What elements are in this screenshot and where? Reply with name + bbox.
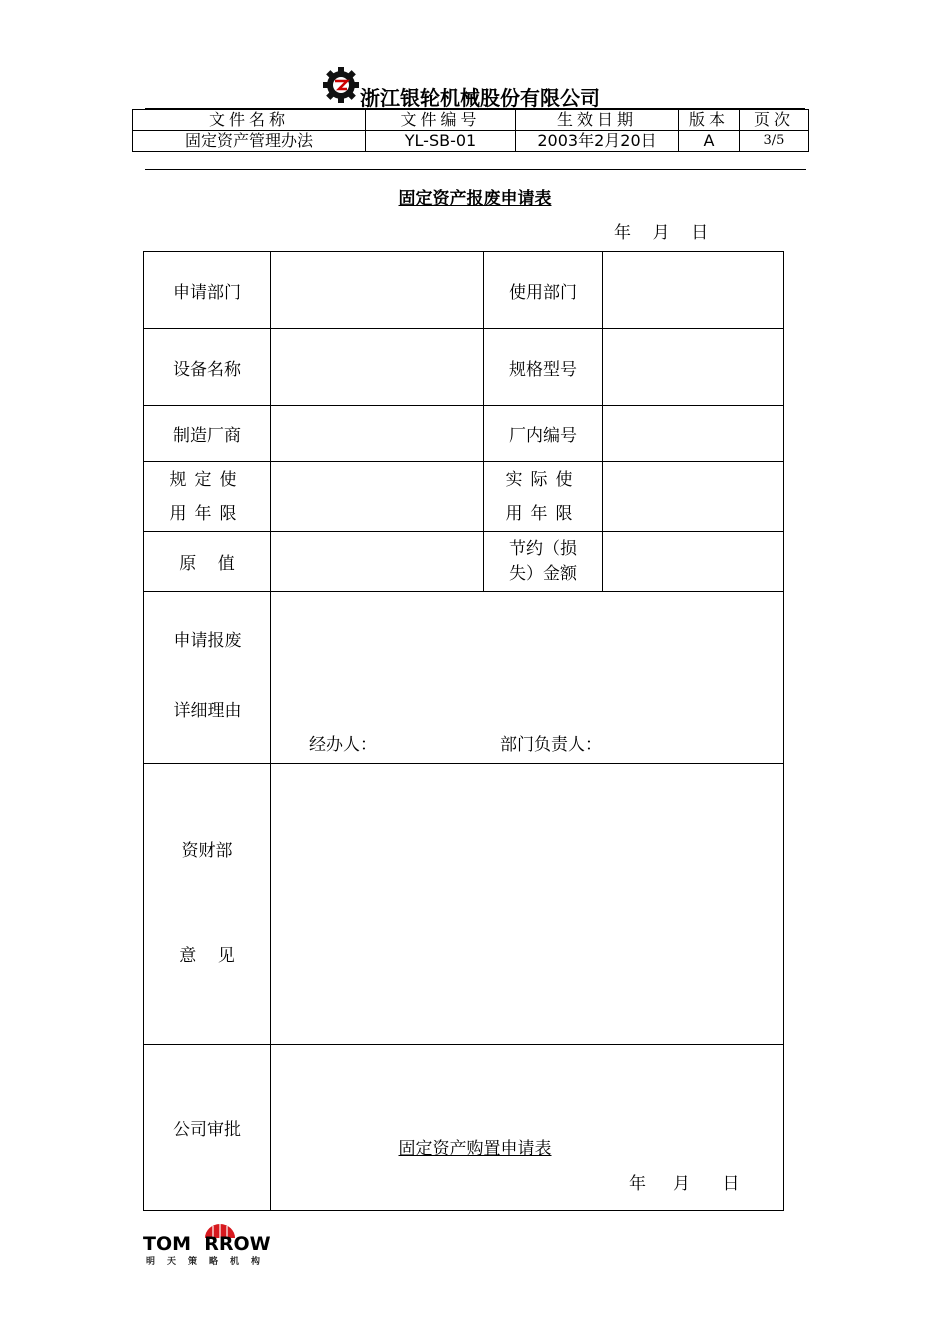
label-equipment-name: 设备名称 (144, 329, 271, 406)
meta-version: A (679, 131, 740, 152)
label-reason-box (144, 592, 270, 762)
meta-header-version: 版本 (679, 110, 740, 131)
label-reason-line2: 详细理由 (173, 701, 242, 721)
label-finance-line1: 资财部 (181, 841, 233, 861)
label-actual-life-line1: 实际使 (505, 469, 581, 490)
meta-file-name: 固定资产管理办法 (133, 131, 366, 152)
meta-effective-date: 2003年2月20日 (516, 131, 679, 152)
next-form-title (0, 1134, 950, 1159)
dept-head-label: 部门负责人： (500, 735, 602, 755)
field-factory-no[interactable] (603, 406, 784, 462)
form-row-value (144, 532, 784, 592)
meta-header-page: 页次 (740, 110, 809, 131)
field-saving-loss[interactable] (603, 532, 784, 592)
document-meta-table (132, 109, 809, 152)
meta-header-effective-date: 生效日期 (516, 110, 679, 131)
label-spec-model: 规格型号 (484, 329, 603, 406)
label-saving-loss-line2: 失）金额 (509, 563, 577, 584)
form-row-reason (144, 592, 784, 764)
label-actual-life (484, 462, 603, 532)
field-original-value[interactable] (271, 532, 484, 592)
label-apply-dept: 申请部门 (144, 252, 271, 329)
form-row-life (144, 462, 784, 532)
label-rated-life (144, 462, 271, 532)
scrap-application-form (143, 251, 784, 1211)
label-finance-opinion (144, 764, 271, 1045)
field-actual-life[interactable] (603, 462, 784, 532)
header-separator (145, 169, 806, 170)
label-reason (144, 592, 271, 764)
form-row-finance (144, 764, 784, 1045)
label-use-dept: 使用部门 (484, 252, 603, 329)
label-rated-life-line2: 用年限 (169, 503, 245, 524)
meta-page: 3/5 (740, 131, 809, 152)
label-manufacturer: 制造厂商 (144, 406, 271, 462)
label-reason-line1: 申请报废 (173, 631, 242, 651)
handler-label: 经办人： (309, 735, 377, 755)
field-finance-opinion[interactable] (271, 764, 784, 1045)
field-equipment-name[interactable] (271, 329, 484, 406)
form-title-text: 固定资产报废申请表 (398, 189, 552, 209)
field-apply-dept[interactable] (271, 252, 484, 329)
meta-header-row (133, 110, 809, 131)
label-factory-no: 厂内编号 (484, 406, 603, 462)
label-actual-life-line2: 用年限 (505, 503, 581, 524)
form-row-dept (144, 252, 784, 329)
label-original-value: 原 值 (144, 532, 271, 592)
meta-file-no: YL-SB-01 (366, 131, 516, 152)
label-saving-loss-line1: 节约（损 (509, 538, 577, 559)
form-row-equipment (144, 329, 784, 406)
form-row-manufacturer (144, 406, 784, 462)
field-use-dept[interactable] (603, 252, 784, 329)
label-company-approval: 公司审批 (144, 1045, 271, 1211)
reason-signature-area (271, 592, 783, 762)
label-finance-line2: 意 见 (179, 946, 235, 966)
field-rated-life[interactable] (271, 462, 484, 532)
form-title (0, 184, 950, 209)
meta-header-file-name: 文件名称 (133, 110, 366, 131)
meta-header-file-no: 文件编号 (366, 110, 516, 131)
tomorrow-logo-subtitle: 明天策略机构 (146, 1257, 273, 1267)
label-rated-life-line1: 规定使 (169, 469, 245, 490)
field-reason[interactable] (271, 592, 784, 764)
meta-value-row (133, 131, 809, 152)
company-gear-logo-icon (322, 66, 360, 104)
field-manufacturer[interactable] (271, 406, 484, 462)
next-form-title-text: 固定资产购置申请表 (398, 1139, 552, 1159)
company-name: 浙江银轮机械股份有限公司 (360, 86, 600, 110)
label-saving-loss (484, 532, 603, 592)
next-form-date-line: 年 月 日 (629, 1174, 740, 1194)
field-spec-model[interactable] (603, 329, 784, 406)
form-date-line: 年 月 日 (614, 223, 709, 243)
tomorrow-logo-text: TOM RROW (143, 1233, 271, 1255)
